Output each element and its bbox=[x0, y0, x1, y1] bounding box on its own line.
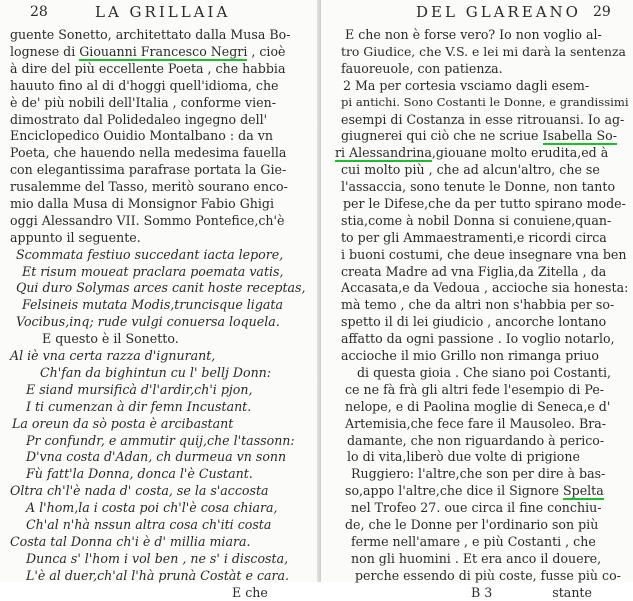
right-text-line bbox=[341, 178, 615, 195]
right-text-line bbox=[351, 465, 605, 482]
left-text-line bbox=[10, 111, 267, 128]
line-text: fauoreuole, con patienza. bbox=[341, 61, 503, 76]
line-text: Vocibus,inq; rude vulgi conuersa loquela. bbox=[16, 314, 280, 329]
right-text-line bbox=[355, 567, 621, 584]
line-text: 2 Ma per cortesia vsciamo dagli esem- bbox=[343, 78, 590, 93]
left-text-line bbox=[10, 94, 276, 111]
line-text: affatto da ogni passione . Io voglio notarlo, bbox=[341, 331, 615, 346]
right-running-head: DEL GLAREANO bbox=[416, 3, 581, 21]
right-text-line bbox=[341, 127, 617, 144]
left-text-line bbox=[26, 499, 278, 516]
left-text-line bbox=[26, 516, 271, 533]
line-text: Qui duro Solymas arces canit hoste receptas, bbox=[16, 280, 306, 295]
line-text: l'assaccia, sono tenute le Donne, non tanto bbox=[341, 179, 616, 194]
line-text: Oltra ch'l'è nada d' costa, se la s'accosta bbox=[10, 483, 269, 498]
line-text: Costa tal Donna ch'i è d' millia miara. bbox=[10, 534, 251, 549]
line-text: damante, che non riguardando à perico- bbox=[347, 433, 605, 448]
line-text: ce ne fà frà gli altri fede l'esempio di Pe- bbox=[345, 382, 605, 397]
line-text: rusalemme del Tasso, meritò sourano enco- bbox=[10, 179, 288, 194]
right-text-line bbox=[341, 161, 600, 178]
line-text: perche essendo di più coste, fusse più co- bbox=[355, 568, 621, 583]
right-text-line bbox=[341, 263, 606, 280]
left-text-line bbox=[26, 398, 251, 415]
right-text-line bbox=[341, 43, 626, 60]
right-page-number: 29 bbox=[593, 4, 611, 20]
right-text-line bbox=[341, 296, 614, 313]
line-text: lo di vita,liberò due volte di prigione bbox=[347, 449, 580, 464]
line-text: ferme nell'amare , e più Costanti , che bbox=[351, 534, 596, 549]
left-text-line bbox=[10, 178, 288, 195]
left-text-line bbox=[10, 43, 286, 60]
right-text-line bbox=[335, 144, 608, 161]
left-text-line bbox=[26, 448, 286, 465]
left-text-line bbox=[10, 533, 250, 550]
highlighted-name: Giouanni Francesco Negri bbox=[79, 44, 248, 59]
left-text-line bbox=[16, 246, 283, 263]
line-text: E questo è il Sonetto. bbox=[42, 331, 179, 346]
line-text: Dunca s' l'hom i vol ben , ne s' i discosta, bbox=[26, 551, 289, 566]
right-text-line bbox=[341, 330, 615, 347]
right-text-line bbox=[351, 499, 601, 516]
line-text: con elegantissima parafrase portata la Gie- bbox=[10, 162, 287, 177]
left-text-line bbox=[26, 465, 253, 482]
line-text: giugnerei qui ciò che ne scriue bbox=[341, 128, 543, 143]
line-text: mio dalla Musa di Monsignor Fabio Ghigi bbox=[10, 196, 274, 211]
line-text: non gli huomini . Et era anco il douere, bbox=[351, 551, 602, 566]
line-text: creata Madre ad vna Figlia,da Zitella , da bbox=[341, 264, 607, 279]
right-text-line bbox=[351, 550, 601, 567]
line-text: B 3 bbox=[471, 585, 493, 600]
line-text: Pr confundr, e ammutir quij,che l'tassonn: bbox=[26, 433, 295, 448]
line-text: spetto il di lei giudicio , ancorche lontano bbox=[341, 314, 607, 329]
line-text: esempi di Costanza in esse ritrouansi. Io ag- bbox=[341, 112, 625, 127]
line-text: I ti cumenzan à dir femn Incustant. bbox=[26, 399, 252, 414]
line-text: Poeta, che hauendo nella medesima fauella bbox=[10, 145, 287, 160]
line-text: dimostrato dal Polidedaleo ingegno dell' bbox=[10, 112, 268, 127]
right-text-line bbox=[341, 94, 629, 111]
line-text: è de' più nobili dell'Italia , conforme vien- bbox=[10, 95, 276, 110]
line-text: i buoni costumi, che deue insegnare vna ben bbox=[341, 247, 627, 262]
line-text: Enciclopedico Ouidio Montalbano : da vn bbox=[10, 128, 273, 143]
left-text-line bbox=[12, 415, 233, 432]
right-text-line bbox=[347, 448, 580, 465]
left-text-line bbox=[10, 26, 290, 43]
right-text-line bbox=[471, 584, 592, 601]
right-text-line bbox=[343, 77, 589, 94]
left-text-line bbox=[10, 347, 215, 364]
line-text: to per gli Ammaestramenti,e ricordi circa bbox=[341, 230, 607, 245]
left-text-line bbox=[10, 144, 286, 161]
right-text-line bbox=[341, 229, 607, 246]
line-text: per le Difese,che da per tutto spirano mode- bbox=[343, 196, 626, 211]
line-text: oggi Alessandro VII. Sommo Pontefice,ch'è bbox=[10, 213, 285, 228]
line-text: hauuto fino al di d'hoggi quell'idioma, che bbox=[10, 78, 279, 93]
left-running-head: LA GRILLAIA bbox=[95, 3, 231, 21]
left-text-line bbox=[42, 330, 179, 347]
right-text-line bbox=[345, 482, 604, 499]
line-text: Scommata festiuo succedant iacta lepore, bbox=[16, 247, 284, 262]
left-text-line bbox=[26, 381, 253, 398]
line-text: E siand mursificà d'l'ardir,ch'i pjon, bbox=[26, 382, 253, 397]
line-text-continued: , cioè bbox=[247, 44, 286, 59]
left-page-number: 28 bbox=[30, 4, 48, 20]
catchword: stante bbox=[552, 585, 592, 600]
line-text: de, che le Donne per l'ordinario son più bbox=[345, 517, 599, 532]
line-text: Ch'fan da bighintun cu l' bellj Donn: bbox=[40, 365, 272, 380]
highlighted-name: Isabella So- bbox=[542, 128, 618, 143]
line-text-continued: ,giouane molto erudita,ed à bbox=[431, 145, 609, 160]
right-text-line bbox=[341, 212, 611, 229]
line-text: L'è al duer,ch'al l'hà prunà Costàt e cara. bbox=[26, 568, 290, 583]
right-text-line bbox=[343, 195, 626, 212]
left-text-line bbox=[10, 60, 285, 77]
line-text: à dire del più eccellente Poeta , che habbia bbox=[10, 61, 286, 76]
line-text: pi antichi. Sono Costanti le Donne, e grandissimi bbox=[341, 95, 629, 109]
line-text: stia,come à nobil Donna si conuiene,quan- bbox=[341, 213, 612, 228]
line-text: E che bbox=[232, 585, 268, 600]
highlighted-name: Spelta bbox=[563, 483, 604, 498]
right-text-line bbox=[345, 26, 602, 43]
line-text: Ch'al n'hà nssun altra cosa ch'iti costa bbox=[26, 517, 272, 532]
left-text-line bbox=[40, 364, 271, 381]
right-page bbox=[321, 0, 633, 600]
line-text: cui molto più , che ad alcun'altro, che se bbox=[341, 162, 600, 177]
right-text-line bbox=[345, 381, 604, 398]
right-text-line bbox=[345, 516, 598, 533]
line-text: La oreun da sò posta è arcibastant bbox=[12, 416, 234, 431]
right-text-line bbox=[347, 432, 604, 449]
left-text-line bbox=[10, 195, 274, 212]
left-text-line bbox=[26, 567, 289, 584]
line-text: tro Giudice, che V.S. e lei mi darà la sentenza bbox=[341, 44, 626, 59]
line-text: D'vna costa d'Adan, ch durmeua vn sonn bbox=[26, 449, 287, 464]
line-text: accioche il mio Grillo non rimanga priuo bbox=[341, 348, 599, 363]
line-text: A l'hom,la i costa poi ch'l'è cosa chiara, bbox=[26, 500, 278, 515]
line-text: Fù fatt'la Donna, donca l'è Custant. bbox=[26, 466, 253, 481]
line-text: Al iè vna certa razza d'ignurant, bbox=[10, 348, 216, 363]
left-text-line bbox=[10, 77, 279, 94]
left-text-line bbox=[16, 313, 280, 330]
right-text-line bbox=[357, 364, 611, 381]
left-text-line bbox=[26, 432, 295, 449]
left-text-line bbox=[10, 482, 269, 499]
left-text-line bbox=[10, 229, 141, 246]
line-text: Artemisia,che fece fare il Mausoleo. Bra- bbox=[345, 416, 606, 431]
line-text: lognese di bbox=[10, 44, 80, 59]
line-text: E che non è forse vero? Io non voglio al- bbox=[345, 27, 602, 42]
right-text-line bbox=[345, 398, 610, 415]
line-text: guente Sonetto, architettato dalla Musa Bo- bbox=[10, 27, 291, 42]
line-text: Et risum moueat praclara poemata vatis, bbox=[22, 264, 284, 279]
left-text-line bbox=[10, 161, 286, 178]
line-text: Felsineis mutata Modis,truncisque ligata bbox=[22, 297, 283, 312]
left-text-line bbox=[10, 212, 284, 229]
right-text-line bbox=[341, 60, 503, 77]
right-text-line bbox=[341, 246, 626, 263]
right-text-line bbox=[341, 279, 628, 296]
line-text: di questa gioia . Che siano poi Costanti, bbox=[357, 365, 611, 380]
right-running-head-row bbox=[321, 3, 633, 23]
left-text-line bbox=[22, 296, 283, 313]
left-text-line bbox=[16, 279, 306, 296]
left-text-line bbox=[232, 584, 268, 601]
line-text: so,appo l'altre,che dice il Signore bbox=[345, 483, 563, 498]
right-text-line bbox=[341, 111, 624, 128]
highlighted-name: ri Alessandrina bbox=[335, 145, 432, 160]
line-text: nelope, e di Paolina moglie di Seneca,e d' bbox=[345, 399, 611, 414]
line-text: mà temo , che da altri non s'habbia per so- bbox=[341, 297, 615, 312]
line-text: nel Trofeo 27. oue circa il fine conchiu- bbox=[351, 500, 602, 515]
right-text-line bbox=[351, 533, 596, 550]
right-text-line bbox=[345, 415, 606, 432]
left-text-line bbox=[10, 127, 273, 144]
line-text: Ruggiero: l'altre,che son per dire à bas- bbox=[351, 466, 606, 481]
right-text-line bbox=[341, 347, 599, 364]
left-text-line bbox=[26, 550, 288, 567]
left-text-line bbox=[22, 263, 284, 280]
left-running-head-row bbox=[0, 3, 321, 23]
right-text-line bbox=[341, 313, 606, 330]
line-text: Accasata,e da Vedoua , accioche sia honesta: bbox=[341, 280, 629, 295]
line-text: appunto il seguente. bbox=[10, 230, 141, 245]
